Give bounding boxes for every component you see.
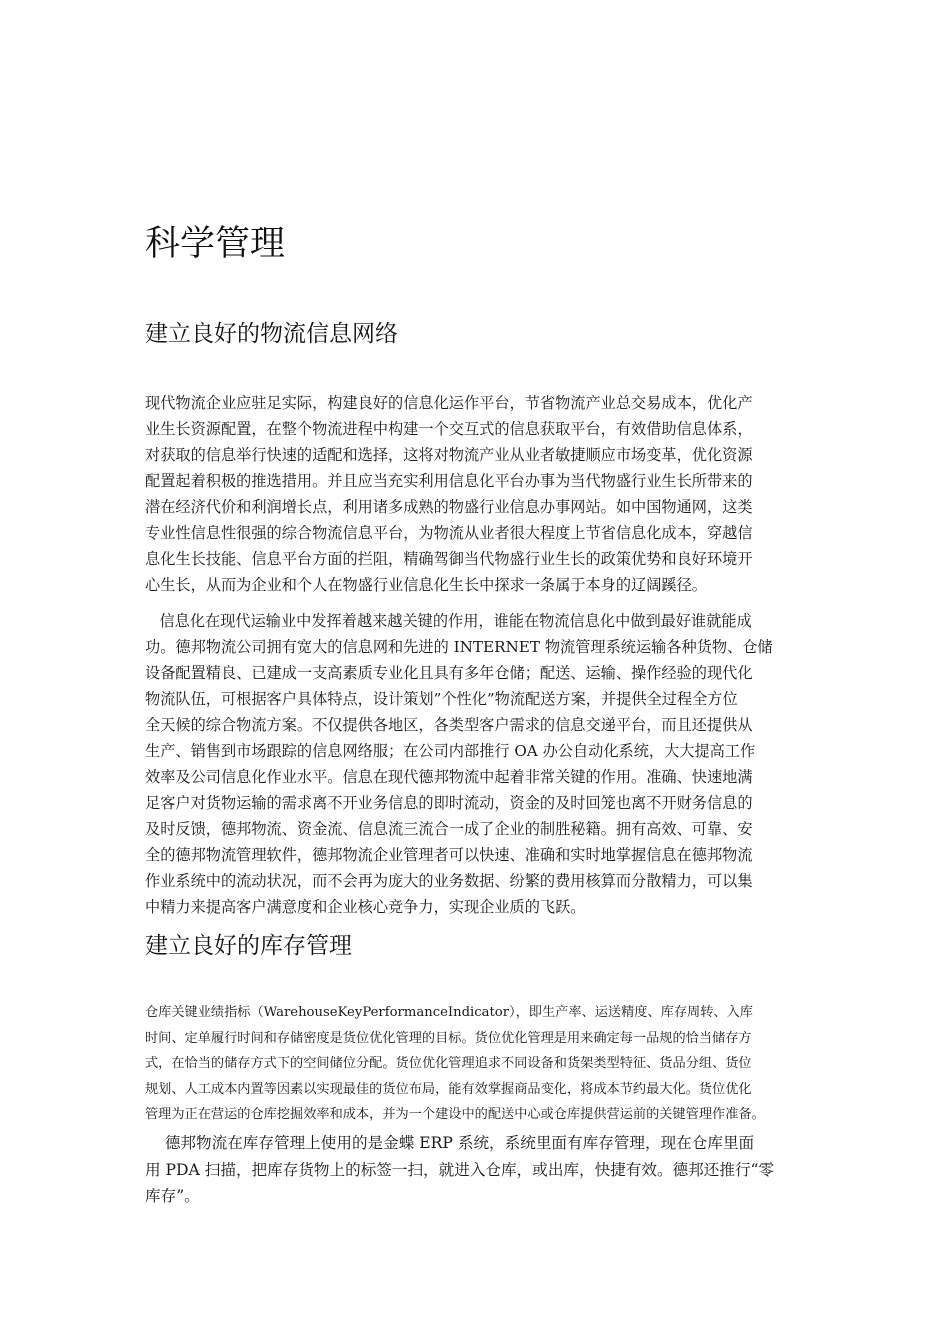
paragraph-warehouse-kpi <box>145 1000 810 1128</box>
paragraph-information-platform <box>145 390 810 598</box>
text-line: 物流队伍，可根据客户具体特点，设计策划”个性化”物流配送方案，并提供全过程全方位 <box>145 690 738 708</box>
text-line: 配置起着积极的推选措用。并且应当充实利用信息化平台办事为当代物盛行业生长所带来的 <box>145 472 753 490</box>
text-line: 对获取的信息举行快速的适配和选择，这将对物流产业从业者敏捷顺应市场变革，优化资源 <box>145 446 753 464</box>
section-heading-inventory-management: 建立良好的库存管理 <box>145 933 352 959</box>
text-line: 设备配置精良、已建成一支高素质专业化且具有多年仓储；配送、运输、操作经验的现代化 <box>145 664 753 682</box>
text-line: 全天候的综合物流方案。不仅提供各地区，各类型客户需求的信息交递平台，而且还提供从 <box>145 716 753 734</box>
text-line: 全的德邦物流管理软件，德邦物流企业管理者可以快速、准确和实时地掌握信息在德邦物流 <box>145 846 753 864</box>
text-line: 仓库关键业绩指标（WarehouseKeyPerformanceIndicator），即生产率、运送精度、库存周转、入库 <box>145 1005 753 1020</box>
text-line: 心生长，从而为企业和个人在物盛行业信息化生长中探求一条属于本身的辽阔蹊径。 <box>145 576 707 594</box>
text-line: 库存”。 <box>145 1187 200 1205</box>
text-line: 生产、销售到市场跟踪的信息网络服；在公司内部推行 OA 办公自动化系统，大大提高工作 <box>145 742 756 760</box>
text-line: 潜在经济代价和利润增长点，利用诸多成熟的物盛行业信息办事网站。如中国物通网，这类 <box>145 498 753 516</box>
text-line: 专业性信息性很强的综合物流信息平台，为物流从业者很大程度上节省信息化成本，穿越信 <box>145 524 753 542</box>
text-line: 息化生长技能、信息平台方面的拦阻，精确驾御当代物盛行业生长的政策优势和良好环境开 <box>145 550 753 568</box>
text-line: 功。德邦物流公司拥有宽大的信息网和先进的 INTERNET 物流管理系统运输各种货物、仓储 <box>145 638 773 656</box>
text-line: 现代物流企业应驻足实际，构建良好的信息化运作平台，节省物流产业总交易成本，优化产 <box>145 394 753 412</box>
text-line: 用 PDA 扫描，把库存货物上的标签一扫，就进入仓库，或出库，快捷有效。德邦还推行“零 <box>145 1160 775 1179</box>
text-line: 信息化在现代运输业中发挥着越来越关键的作用，谁能在物流信息化中做到最好谁就能成 <box>145 612 752 630</box>
paragraph-deppon-informatization <box>145 608 810 920</box>
text-line: 规划、人工成本内置等因素以实现最佳的货位布局，能有效掌握商品变化，将成本节约最大化。货位优化 <box>145 1081 752 1097</box>
text-line: 作业系统中的流动状况，而不会再为庞大的业务数据、纷繁的费用核算而分散精力，可以集 <box>145 872 753 890</box>
text-line: 业生长资源配置，在整个物流进程中构建一个交互式的信息获取平台，有效借助信息体系， <box>145 420 753 438</box>
text-line: 管理为正在营运的仓库挖掘效率和成本，并为一个建设中的配送中心或仓库提供营运前的关键管理作准备。 <box>145 1107 765 1123</box>
text-line: 效率及公司信息化作业水平。信息在现代德邦物流中起着非常关键的作用。准确、快速地满 <box>145 768 753 786</box>
text-line: 中精力来提高客户满意度和企业核心竞争力，实现企业质的飞跃。 <box>145 898 586 916</box>
text-line: 时间、定单履行时间和存储密度是货位优化管理的目标。货位优化管理是用来确定每一品规的恰当储存方 <box>145 1030 752 1046</box>
text-line: 足客户对货物运输的需求离不开业务信息的即时流动，资金的及时回笼也离不开财务信息的 <box>145 794 753 812</box>
page-title: 科学管理 <box>145 224 286 264</box>
section-heading-information-network: 建立良好的物流信息网络 <box>145 321 398 347</box>
text-line: 德邦物流在库存管理上使用的是金蝶 ERP 系统，系统里面有库存管理，现在仓库里面 <box>145 1134 755 1152</box>
text-line: 式，在恰当的储存方式下的空间储位分配。货位优化管理追求不同设备和货架类型特征、货品分组、货位 <box>145 1056 752 1072</box>
paragraph-erp-inventory <box>145 1130 810 1210</box>
text-line: 及时反馈，德邦物流、资金流、信息流三流合一成了企业的制胜秘籍。拥有高效、可靠、安 <box>145 820 753 838</box>
